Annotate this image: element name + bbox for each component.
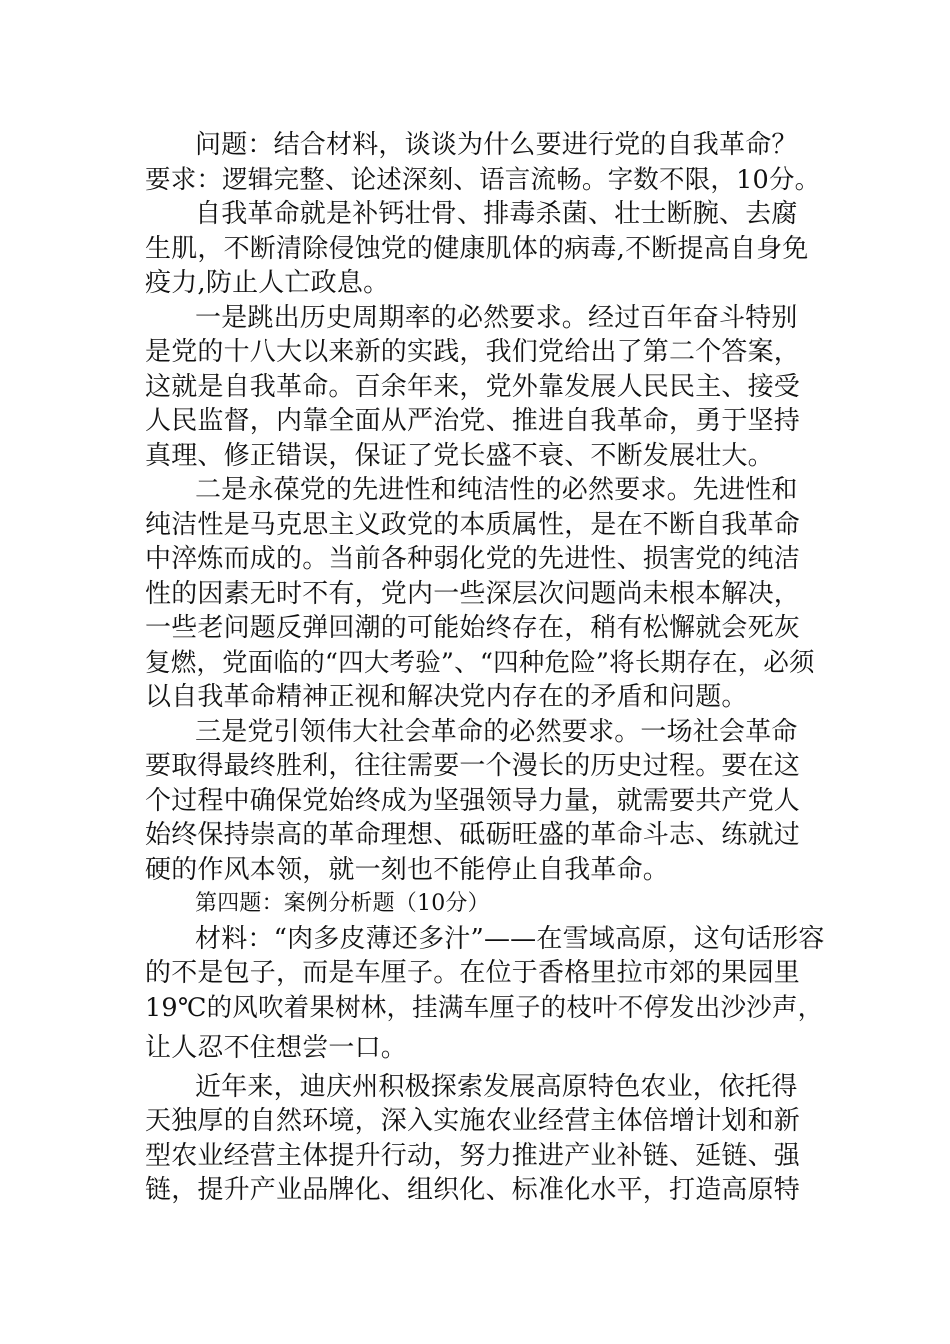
- text-line: 这就是自我革命。百余年来，党外靠发展人民民主、接受: [145, 371, 801, 402]
- text-line: 真理、修正错误，保证了党长盛不衰、不断发展壮大。: [145, 440, 774, 471]
- text-line: 二是永葆党的先进性和纯洁性的必然要求。先进性和: [195, 475, 798, 505]
- text-line: 人民监督，内靠全面从严治党、推进自我革命，勇于坚持: [145, 406, 801, 436]
- section-heading: 第四题：案例分析题（10分）: [195, 891, 490, 916]
- text-line: 是党的十八大以来新的实践，我们党给出了第二个答案，: [145, 337, 801, 367]
- text-line: 天独厚的自然环境，深入实施农业经营主体倍增计划和新: [145, 1106, 801, 1136]
- text-line: 个过程中确保党始终成为坚强领导力量，就需要共产党人: [145, 785, 801, 816]
- text-line: 疫力,防止人亡政息。: [145, 268, 390, 298]
- text-line: 的不是包子，而是车厘子。在位于香格里拉市郊的果园里: [145, 958, 801, 988]
- text-line: 让人忍不住想尝一口。: [145, 1033, 408, 1063]
- document-page: [145, 128, 825, 1208]
- text-line: 中淬炼而成的。当前各种弱化党的先进性、损害党的纯洁: [145, 544, 801, 574]
- text-line: 一些老问题反弹回潮的可能始终存在，稍有松懈就会死灰: [145, 613, 801, 643]
- text-line: 生肌，不断清除侵蚀党的健康肌体的病毒,不断提高自身免: [145, 233, 809, 264]
- text-line: 一是跳出历史周期率的必然要求。经过百年奋斗特别: [195, 302, 798, 333]
- text-line: 自我革命就是补钙壮骨、排毒杀菌、壮士断腕、去腐: [195, 199, 798, 229]
- text-line: 要取得最终胜利，往往需要一个漫长的历史过程。要在这: [145, 751, 801, 781]
- text-line: 以自我革命精神正视和解决党内存在的矛盾和问题。: [145, 682, 748, 712]
- text-line: 链，提升产业品牌化、组织化、标准化水平，打造高原特: [145, 1175, 801, 1205]
- text-line: 三是党引领伟大社会革命的必然要求。一场社会革命: [195, 716, 798, 747]
- text-line: 性的因素无时不有，党内一些深层次问题尚未根本解决，: [145, 578, 801, 609]
- text-line: 复燃，党面临的“四大考验”、“四种危险”将长期存在，必须: [145, 647, 815, 678]
- text-line: 问题：结合材料，谈谈为什么要进行党的自我革命？: [195, 130, 798, 160]
- text-line: 型农业经营主体提升行动，努力推进产业补链、延链、强: [145, 1140, 801, 1171]
- text-line: 19℃的风吹着果树林，挂满车厘子的枝叶不停发出沙沙声，: [145, 992, 824, 1023]
- text-line: 近年来，迪庆州积极探索发展高原特色农业，依托得: [195, 1071, 798, 1102]
- text-line: 要求：逻辑完整、论述深刻、语言流畅。字数不限，10分。: [145, 164, 821, 195]
- text-line: 硬的作风本领，就一刻也不能停止自我革命。: [145, 854, 670, 885]
- text-line: 纯洁性是马克思主义政党的本质属性，是在不断自我革命: [145, 509, 801, 540]
- text-line: 始终保持崇高的革命理想、砥砺旺盛的革命斗志、练就过: [145, 820, 801, 850]
- text-line: 材料：“肉多皮薄还多汁”——在雪域高原，这句话形容: [195, 923, 825, 954]
